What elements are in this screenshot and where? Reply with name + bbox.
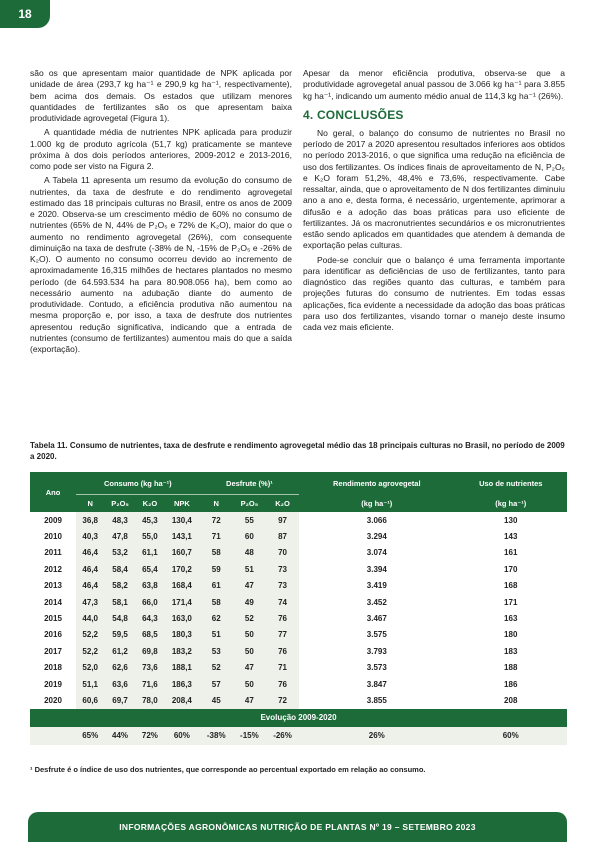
- table-cell: 58,4: [104, 561, 135, 577]
- table-cell: 65,4: [136, 561, 164, 577]
- table-cell: 46,4: [76, 561, 104, 577]
- table-cell: 66,0: [136, 594, 164, 610]
- subheader-cell: NPK: [164, 495, 200, 513]
- table-cell: 62: [200, 610, 233, 626]
- year-cell: 2016: [44, 630, 62, 640]
- left-paragraph-1: são os que apresentam maior quantidade de NPK aplicada por unidade de área (293,7 kg ha⁻¹ e 290,9 kg ha⁻¹, respectivamente), bem acima dos demais. Os estados que utilizam menores quantidades de fertilizantes são os que apresentam baixa produtividade agrovegetal (Figura 1).: [30, 68, 292, 123]
- table-cell: 77: [266, 627, 299, 643]
- table-cell: 188: [504, 663, 518, 673]
- table-cell: 53,2: [104, 545, 135, 561]
- table-row: [30, 692, 567, 708]
- table-cell: 87: [266, 528, 299, 544]
- table-caption: [30, 440, 570, 462]
- table-cell: 73: [266, 561, 299, 577]
- table-cell: 3.452: [366, 597, 387, 607]
- table-cell: 76: [266, 643, 299, 659]
- year-cell: 2011: [44, 548, 62, 558]
- table-cell: 52,0: [76, 660, 104, 676]
- subheader-cell: (kg ha⁻¹): [454, 495, 567, 513]
- table-cell: 61,2: [104, 643, 135, 659]
- table-cell: 180,3: [164, 627, 200, 643]
- page-number: 18: [0, 0, 50, 28]
- evolution-cell: 44%: [104, 727, 135, 745]
- table-cell: 3.419: [366, 581, 387, 591]
- footer-bar: INFORMAÇÕES AGRONÔMICAS NUTRIÇÃO DE PLANTAS Nº 19 – SETEMBRO 2023: [28, 812, 567, 842]
- table-cell: 58,1: [104, 594, 135, 610]
- table-cell: 47: [233, 578, 266, 594]
- year-cell: 2012: [44, 564, 62, 574]
- subheader-cell: N: [200, 495, 233, 513]
- evolution-cell: 65%: [76, 727, 104, 745]
- table-cell: 40,3: [76, 528, 104, 544]
- year-cell: 2019: [44, 679, 62, 689]
- left-paragraph-2: A quantidade média de nutrientes NPK aplicada para produzir 1.000 kg de produto agrícola (51,7 kg) praticamente se manteve próxima à dos dois períodos anteriores, 2009-2012 e 2013-2016, como pode ser visto na Figura 2.: [30, 127, 292, 171]
- table-cell: 143: [504, 532, 518, 542]
- table-cell: 54,8: [104, 610, 135, 626]
- table-cell: 46,4: [76, 545, 104, 561]
- table-cell: 45,3: [136, 512, 164, 528]
- table-cell: 45: [200, 692, 233, 708]
- table-cell: 53: [200, 643, 233, 659]
- table-cell: 78,0: [136, 692, 164, 708]
- table-cell: 3.294: [366, 532, 387, 542]
- table-cell: 47: [233, 660, 266, 676]
- table-11: [30, 472, 567, 745]
- table-cell: 52,2: [76, 627, 104, 643]
- table-cell: 3.847: [366, 679, 387, 689]
- table-cell: 64,3: [136, 610, 164, 626]
- table-cell: 61,1: [136, 545, 164, 561]
- table-cell: 71: [266, 660, 299, 676]
- right-paragraph-3: Pode-se concluir que o balanço é uma ferramenta importante para identificar as deficiências de uso de fertilizantes, tanto para diagnóstico das regiões quanto das culturas, e também para projeções futuras do consumo de nutrientes. Em todas essas aplicações, fica evidente a necessidade da adoção das boas práticas para uso dos fertilizantes, visando tornar o manejo deste insumo cada vez mais eficiente.: [303, 254, 565, 332]
- evolution-cell: 26%: [299, 727, 454, 745]
- table-row: [30, 676, 567, 692]
- evolution-cell: 60%: [454, 727, 567, 745]
- subheader-cell: K₂O: [136, 495, 164, 513]
- year-cell: 2014: [44, 597, 62, 607]
- table-cell: 70: [266, 545, 299, 561]
- table-cell: 3.575: [366, 630, 387, 640]
- table-row: [30, 512, 567, 528]
- table-cell: 44,0: [76, 610, 104, 626]
- table-cell: 3.074: [366, 548, 387, 558]
- section-heading-conclusoes: 4. CONCLUSÕES: [303, 107, 404, 122]
- table-cell: 171,4: [164, 594, 200, 610]
- table-cell: 208: [504, 695, 518, 705]
- table-cell: 46,4: [76, 578, 104, 594]
- subheader-cell: K₂O: [266, 495, 299, 513]
- table-caption-text: Consumo de nutrientes, taxa de desfrute e rendimento agrovegetal médio das 18 principais culturas no Brasil, no período de 2009 a 2020.: [30, 441, 565, 461]
- subheader-cell: P₂O₅: [233, 495, 266, 513]
- table-cell: 171: [504, 597, 518, 607]
- table-cell: 3.467: [366, 614, 387, 624]
- table-row: [30, 643, 567, 659]
- table-row: [30, 627, 567, 643]
- header-consumo: Consumo (kg ha⁻¹): [76, 472, 200, 495]
- table-cell: 51: [200, 627, 233, 643]
- table-cell: 3.394: [366, 564, 387, 574]
- subheader-cell: N: [76, 495, 104, 513]
- table-cell: 48: [233, 545, 266, 561]
- table-cell: 51: [233, 561, 266, 577]
- table-cell: 186: [504, 679, 518, 689]
- header-desfrute: Desfrute (%)¹: [200, 472, 299, 495]
- table-cell: 170: [504, 564, 518, 574]
- table-cell: 47: [233, 692, 266, 708]
- table-cell: 3.855: [366, 695, 387, 705]
- right-column: [303, 68, 565, 336]
- table-cell: 76: [266, 610, 299, 626]
- table-row: [30, 660, 567, 676]
- table-cell: 47,3: [76, 594, 104, 610]
- table-row: [30, 610, 567, 626]
- table-cell: 61: [200, 578, 233, 594]
- year-cell: 2015: [44, 614, 62, 624]
- table-cell: 51,1: [76, 676, 104, 692]
- table-cell: 62,6: [104, 660, 135, 676]
- evolution-cell: 72%: [136, 727, 164, 745]
- evolution-header: Evolução 2009-2020: [30, 709, 567, 727]
- right-paragraph-1: Apesar da menor eficiência produtiva, observa-se que a produtividade agrovegetal anual passou de 3.066 kg ha⁻¹ para 3.855 kg ha⁻¹, indicando um aumento médio anual de 114,3 kg ha⁻¹ (26%).: [303, 68, 565, 101]
- table-cell: 60: [233, 528, 266, 544]
- header-uso: Uso de nutrientes: [454, 472, 567, 495]
- table-cell: 52: [200, 660, 233, 676]
- year-cell: 2017: [44, 646, 62, 656]
- table-cell: 3.573: [366, 663, 387, 673]
- table-cell: 58: [200, 545, 233, 561]
- table-cell: 3.793: [366, 646, 387, 656]
- table-cell: 50: [233, 627, 266, 643]
- table-cell: 170,2: [164, 561, 200, 577]
- table-cell: 97: [266, 512, 299, 528]
- table-cell: 183,2: [164, 643, 200, 659]
- year-cell: 2010: [44, 532, 62, 542]
- evolution-blank-cell: [30, 727, 76, 745]
- table-cell: 69,8: [136, 643, 164, 659]
- table-cell: 208,4: [164, 692, 200, 708]
- table-row: [30, 578, 567, 594]
- evolution-cell: -38%: [200, 727, 233, 745]
- table-cell: 59,5: [104, 627, 135, 643]
- year-cell: 2020: [44, 695, 62, 705]
- table-cell: 68,5: [136, 627, 164, 643]
- table-cell: 63,8: [136, 578, 164, 594]
- table-cell: 130,4: [164, 512, 200, 528]
- table-cell: 72: [266, 692, 299, 708]
- table-row: [30, 545, 567, 561]
- table-cell: 52,2: [76, 643, 104, 659]
- table-cell: 50: [233, 676, 266, 692]
- evolution-cell: -15%: [233, 727, 266, 745]
- footnote: ¹ Desfrute é o índice de uso dos nutrientes, que corresponde ao percentual exportado em relação ao consumo.: [30, 765, 426, 774]
- table-cell: 168,4: [164, 578, 200, 594]
- table-cell: 183: [504, 646, 518, 656]
- table-row: [30, 594, 567, 610]
- evolution-cell: -26%: [266, 727, 299, 745]
- year-cell: 2013: [44, 581, 62, 591]
- table-cell: 63,6: [104, 676, 135, 692]
- subheader-cell: P₂O₅: [104, 495, 135, 513]
- table-cell: 59: [200, 561, 233, 577]
- table-cell: 58,2: [104, 578, 135, 594]
- year-cell: 2009: [44, 515, 62, 525]
- table-cell: 168: [504, 581, 518, 591]
- table-cell: 73,6: [136, 660, 164, 676]
- table-cell: 188,1: [164, 660, 200, 676]
- year-cell: 2018: [44, 663, 62, 673]
- table-cell: 160,7: [164, 545, 200, 561]
- table-cell: 49: [233, 594, 266, 610]
- table-cell: 3.066: [366, 515, 387, 525]
- header-ano: Ano: [30, 472, 76, 512]
- table-cell: 143,1: [164, 528, 200, 544]
- table-cell: 36,8: [76, 512, 104, 528]
- table-cell: 48,3: [104, 512, 135, 528]
- table-cell: 163: [504, 614, 518, 624]
- left-paragraph-3: A Tabela 11 apresenta um resumo da evolução do consumo de nutrientes, da taxa de desfrute e do rendimento agrovegetal estimado das 18 principais culturas no Brasil, entre os anos de 2009 e 2020. Observa-se um crescimento médio de 60% no consumo de nutrientes (65% de N, 44% de P₂O₅ e 72% de K₂O), maior do que o aumento no rendimento agrovegetal (26%), com consequente diminuição na taxa de desfrute (-38% de N, -15% de P₂O₅ e -26% de K₂O). O aumento no consumo ocorreu devido ao incremento de aproximadamente 16,315 milhões de hectares plantados no mesmo período (de 64.593.534 ha para 80.908.056 ha), bem como ao necessário aumento na adubação diante do aumento de produtividade. Contudo, a eficiência produtiva não aumentou na mesma proporção e, por isso, a taxa de desfrute dos nutrientes apresentou redução significativa, indicando que a entrada de nutrientes (consumo de fertilizantes) aumentou mais do que a saída (exportação).: [30, 175, 292, 354]
- header-rendimento: Rendimento agrovegetal: [299, 472, 454, 495]
- table-cell: 58: [200, 594, 233, 610]
- table-row: [30, 528, 567, 544]
- left-column: [30, 68, 292, 358]
- table-cell: 52: [233, 610, 266, 626]
- table-cell: 50: [233, 643, 266, 659]
- table-cell: 180: [504, 630, 518, 640]
- table-cell: 163,0: [164, 610, 200, 626]
- table-cell: 69,7: [104, 692, 135, 708]
- table-cell: 74: [266, 594, 299, 610]
- table-cell: 130: [504, 515, 518, 525]
- table-cell: 71,6: [136, 676, 164, 692]
- table-cell: 186,3: [164, 676, 200, 692]
- table-cell: 55: [233, 512, 266, 528]
- table-cell: 72: [200, 512, 233, 528]
- table-cell: 73: [266, 578, 299, 594]
- table-row: [30, 561, 567, 577]
- evolution-cell: 60%: [164, 727, 200, 745]
- right-paragraph-2: No geral, o balanço do consumo de nutrientes no Brasil no período de 2017 a 2020 apresentou resultados inferiores aos obtidos no período 2013-2016, o que significa uma redução na eficiência de uso dos fertilizantes. Os índices finais de aproveitamento de N, P₂O₅ e K₂O foram 51,2%, 48,4% e 73,6%, respectivamente. Cabe ressaltar, ainda, que o aproveitamento de N dos fertilizantes diminuiu ano a ano e, desta forma, é necessário, urgentemente, aprimorar a difusão e a adoção das boas práticas para uso eficiente de fertilizantes. Já os macronutrientes secundários e os micronutrientes estão sendo aplicados em quantidades que atendem à demanda de exportação pelas culturas.: [303, 127, 565, 251]
- table-cell: 71: [200, 528, 233, 544]
- table-cell: 161: [504, 548, 518, 558]
- subheader-cell: (kg ha⁻¹): [299, 495, 454, 513]
- table-cell: 47,8: [104, 528, 135, 544]
- table-cell: 60,6: [76, 692, 104, 708]
- table-caption-label: Tabela 11.: [30, 441, 68, 450]
- table-cell: 76: [266, 676, 299, 692]
- table-cell: 57: [200, 676, 233, 692]
- table-cell: 55,0: [136, 528, 164, 544]
- nutrient-table: [30, 472, 567, 745]
- evolution-row: [30, 727, 567, 745]
